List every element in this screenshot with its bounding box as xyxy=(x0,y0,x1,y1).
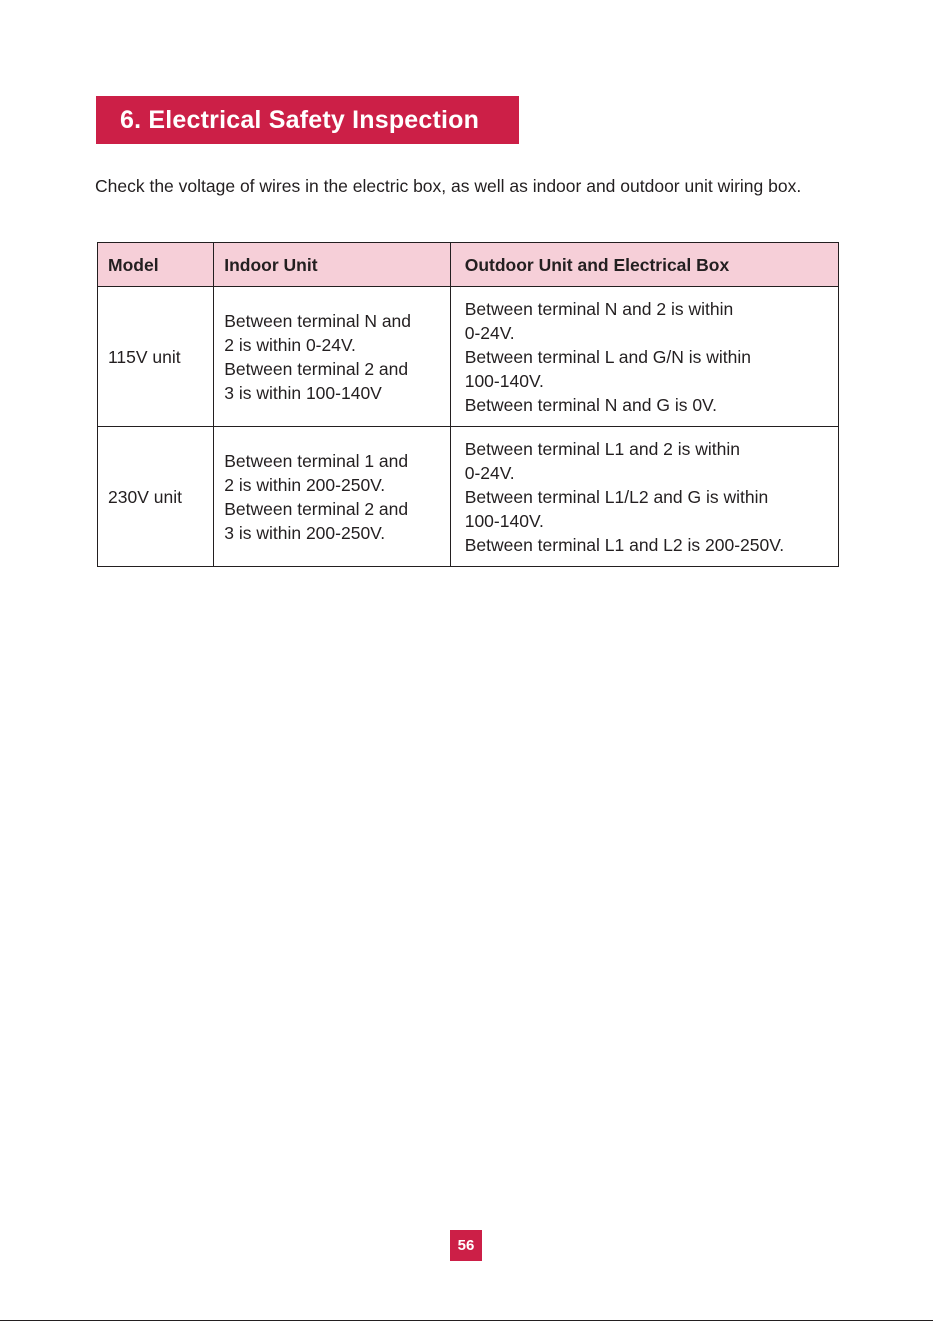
section-title: 6. Electrical Safety Inspection xyxy=(120,105,480,134)
page-number: 56 xyxy=(450,1230,482,1261)
cell-outdoor xyxy=(450,427,838,567)
cell-line: Between terminal N and 2 is within xyxy=(464,298,734,319)
cell-line: Between terminal 2 and xyxy=(224,498,409,519)
cell-line: 0-24V. xyxy=(464,322,515,343)
table-header-row xyxy=(98,243,839,287)
cell-line: 100-140V. xyxy=(464,370,544,391)
section-banner xyxy=(96,96,519,144)
cell-indoor xyxy=(214,427,450,567)
cell-model: 115V unit xyxy=(98,287,214,427)
intro-paragraph: Check the voltage of wires in the electric box, as well as indoor and outdoor unit wiring box. xyxy=(95,176,802,196)
header-outdoor-unit: Outdoor Unit and Electrical Box xyxy=(450,243,838,287)
cell-line: 0-24V. xyxy=(464,462,515,483)
cell-line: 3 is within 100-140V xyxy=(224,382,382,403)
cell-outdoor xyxy=(450,287,838,427)
cell-line: 3 is within 200-250V. xyxy=(224,522,386,543)
cell-line: 2 is within 200-250V. xyxy=(224,474,386,495)
header-indoor-unit: Indoor Unit xyxy=(214,243,450,287)
cell-line: Between terminal N and xyxy=(224,310,412,331)
cell-line: Between terminal 2 and xyxy=(224,358,409,379)
cell-model: 230V unit xyxy=(98,427,214,567)
cell-line: 2 is within 0-24V. xyxy=(224,334,356,355)
cell-line: Between terminal L1 and 2 is within xyxy=(464,438,741,459)
cell-line: Between terminal L1/L2 and G is within xyxy=(464,486,769,507)
cell-line: Between terminal L1 and L2 is 200-250V. xyxy=(464,534,785,555)
cell-line: 100-140V. xyxy=(464,510,544,531)
table-row xyxy=(98,287,839,427)
voltage-table xyxy=(97,242,839,567)
table-row xyxy=(98,427,839,567)
header-model: Model xyxy=(98,243,214,287)
cell-line: Between terminal N and G is 0V. xyxy=(464,394,717,415)
footer-divider xyxy=(0,1320,933,1321)
cell-indoor xyxy=(214,287,450,427)
cell-line: Between terminal L and G/N is within xyxy=(464,346,752,367)
cell-line: Between terminal 1 and xyxy=(224,450,409,471)
